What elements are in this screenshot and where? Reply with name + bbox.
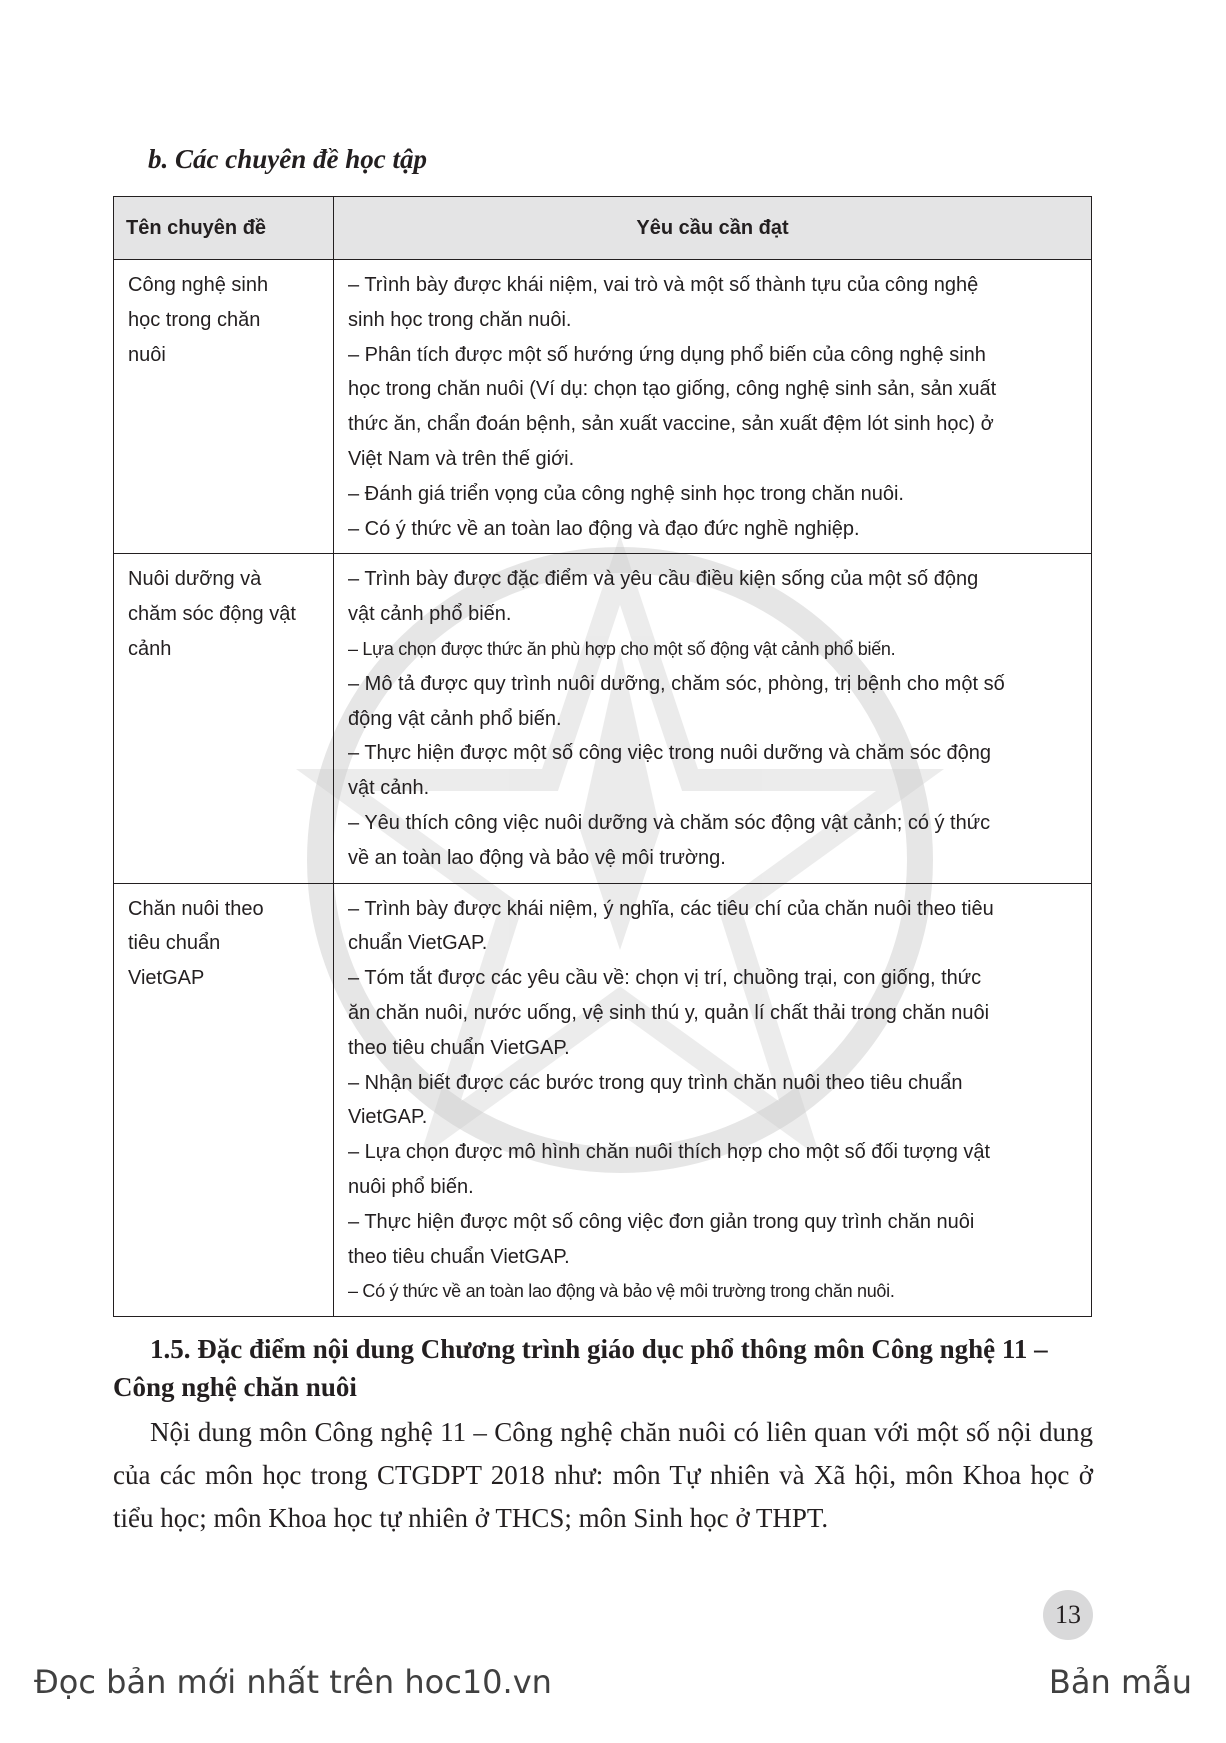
requirement-line: chuẩn VietGAP. — [348, 932, 488, 955]
requirement-line: – Trình bày được đặc điểm và yêu cầu điều kiện sống của một số động — [348, 568, 979, 591]
requirement-line: theo tiêu chuẩn VietGAP. — [348, 1245, 570, 1268]
requirement-line: động vật cảnh phổ biến. — [348, 707, 562, 730]
footer-source-link[interactable]: Đọc bản mới nhất trên hoc10.vn — [34, 1663, 552, 1701]
requirement-line: Việt Nam và trên thế giới. — [348, 447, 575, 470]
topic-line: học trong chăn — [128, 308, 261, 331]
topic-line: tiêu chuẩn — [128, 932, 221, 955]
requirement-line: ăn chăn nuôi, nước uống, vệ sinh thú y, quản lí chất thải trong chăn nuôi — [348, 1001, 990, 1024]
requirement-line: – Phân tích được một số hướng ứng dụng phổ biến của công nghệ sinh — [348, 343, 986, 366]
requirement-line: theo tiêu chuẩn VietGAP. — [348, 1036, 570, 1059]
requirement-line: học trong chăn nuôi (Ví dụ: chọn tạo giống, công nghệ sinh sản, sản xuất — [348, 378, 997, 401]
topic-cell — [114, 554, 334, 883]
requirement-line: sinh học trong chăn nuôi. — [348, 308, 572, 331]
requirement-line: – Yêu thích công việc nuôi dưỡng và chăm sóc động vật cảnh; có ý thức — [348, 811, 991, 834]
requirement-line: – Lựa chọn được thức ăn phù hợp cho một số động vật cảnh phổ biến. — [348, 638, 896, 659]
page-number: 13 — [1043, 1590, 1093, 1640]
requirement-line: – Nhận biết được các bước trong quy trình chăn nuôi theo tiêu chuẩn — [348, 1071, 963, 1094]
requirements-table — [113, 196, 1092, 1317]
requirement-line: – Trình bày được khái niệm, vai trò và một số thành tựu của công nghệ — [348, 274, 979, 296]
topic-line: nuôi — [128, 343, 166, 366]
body-paragraph: Nội dung môn Công nghệ 11 – Công nghệ chăn nuôi có liên quan với một số nội dung của các môn học trong CTGDPT 2018 như: môn Tự nhiên và Xã hội, môn Khoa học ở tiểu học; môn Khoa học tự nhiên ở THCS; môn Sinh học ở THPT. — [113, 1417, 1093, 1533]
header-requirements: Yêu cầu cần đạt — [334, 197, 1092, 260]
topic-line: VietGAP — [128, 967, 205, 990]
requirement-line: nuôi phổ biến. — [348, 1175, 474, 1198]
requirement-line: vật cảnh. — [348, 777, 430, 800]
requirement-line: – Có ý thức về an toàn lao động và đạo đức nghề nghiệp. — [348, 517, 860, 540]
topic-cell — [114, 883, 334, 1317]
requirement-line: VietGAP. — [348, 1106, 428, 1129]
requirements-cell — [334, 883, 1092, 1317]
header-topic-name: Tên chuyên đề — [114, 197, 334, 260]
topic-cell — [114, 260, 334, 554]
requirement-line: – Thực hiện được một số công việc đơn giản trong quy trình chăn nuôi — [348, 1210, 975, 1233]
requirement-line: vật cảnh phổ biến. — [348, 603, 512, 626]
requirement-line: – Tóm tắt được các yêu cầu về: chọn vị trí, chuồng trại, con giống, thức — [348, 967, 982, 990]
topic-line: cảnh — [128, 637, 172, 660]
topic-line: Chăn nuôi theo — [128, 897, 264, 920]
subsection-title: 1.5. Đặc điểm nội dung Chương trình giáo dục phổ thông môn Công nghệ 11 – Công nghệ chăn nuôi — [113, 1334, 1048, 1402]
requirements-cell — [334, 260, 1092, 554]
requirement-line: – Mô tả được quy trình nuôi dưỡng, chăm sóc, phòng, trị bệnh cho một số — [348, 672, 1005, 695]
table-row — [114, 554, 1092, 883]
topic-line: chăm sóc động vật — [128, 603, 296, 626]
table-row — [114, 883, 1092, 1317]
requirement-line: về an toàn lao động và bảo vệ môi trường. — [348, 846, 726, 869]
requirement-line: – Lựa chọn được mô hình chăn nuôi thích hợp cho một số đối tượng vật — [348, 1141, 991, 1164]
requirement-line: – Trình bày được khái niệm, ý nghĩa, các tiêu chí của chăn nuôi theo tiêu — [348, 897, 994, 920]
requirement-line: – Đánh giá triển vọng của công nghệ sinh học trong chăn nuôi. — [348, 482, 904, 505]
table-header-row — [114, 197, 1092, 260]
table-row — [114, 260, 1092, 554]
requirement-line: thức ăn, chẩn đoán bệnh, sản xuất vaccine, sản xuất đệm lót sinh học) ở — [348, 413, 994, 436]
topic-line: Nuôi dưỡng và — [128, 568, 262, 591]
requirement-line: – Có ý thức về an toàn lao động và bảo vệ môi trường trong chăn nuôi. — [348, 1281, 895, 1302]
topic-line: Công nghệ sinh — [128, 274, 269, 296]
footer-sample-label: Bản mẫu — [1048, 1663, 1192, 1701]
requirements-cell — [334, 554, 1092, 883]
requirement-line: – Thực hiện được một số công việc trong nuôi dưỡng và chăm sóc động — [348, 742, 992, 765]
section-title: b. Các chuyên đề học tập — [148, 144, 427, 174]
